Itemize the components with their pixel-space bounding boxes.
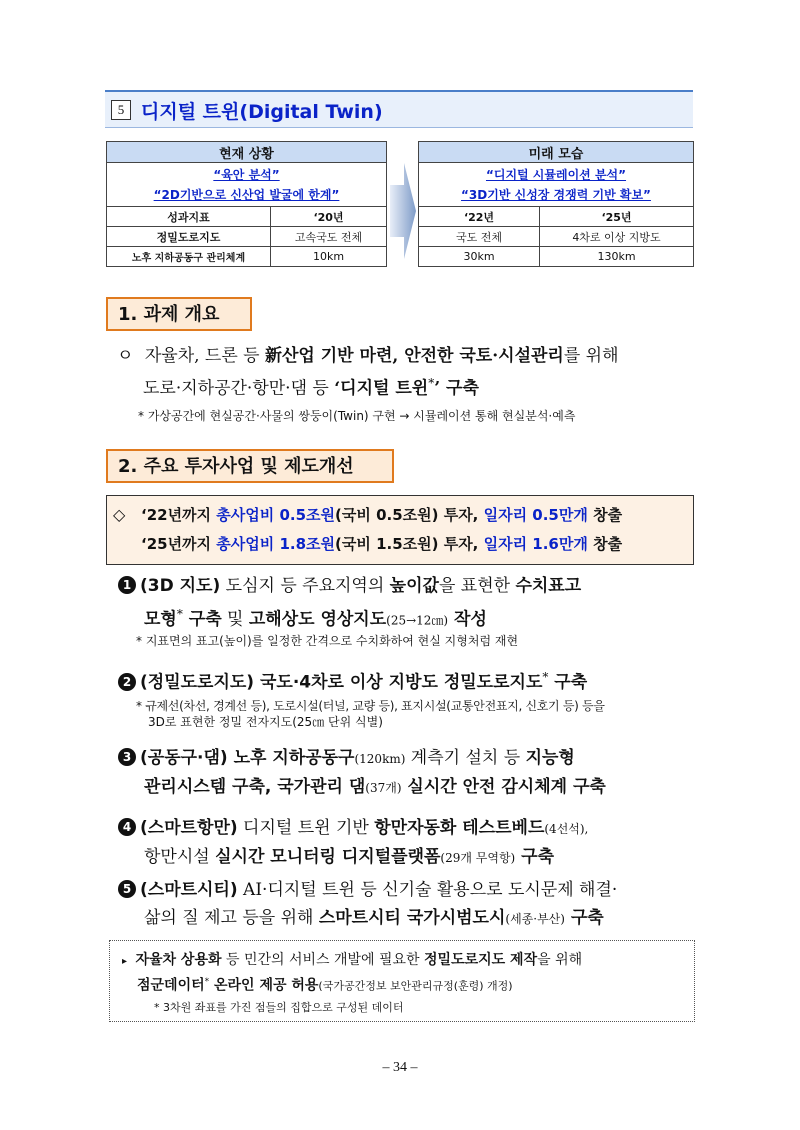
number-marker-icon: 1 (118, 576, 136, 594)
row-value-utility-tunnel-25: 130km (540, 247, 694, 267)
number-marker-icon: 3 (118, 748, 136, 766)
row-value-utility-tunnel-20: 10km (271, 247, 387, 267)
section-header (105, 90, 693, 128)
note-box-line2: 점군데이터* 온라인 제공 허용(국가공간정보 보안관리규정(훈령) 개정) (137, 977, 513, 994)
investment-line-25: ‘25년까지 총사업비 1.8조원(국비 1.5조원) 투자, 일자리 1.6만개 창출 (141, 535, 623, 553)
row-value-hd-map-22: 국도 전체 (419, 227, 540, 247)
future-line1: “디지털 시뮬레이션 분석” (485, 167, 627, 182)
list-item-smart-city: 5 (스마트시티) AI·디지털 트윈 등 신기술 활용으로 도시문제 해결· 삶의 질 제고 등을 위해 스마트시티 국가시범도시(세종·부산) 구축 (118, 876, 698, 933)
item1-footnote: * 지표면의 표고(높이)를 일정한 간격으로 수치화하여 현실 지형처럼 재현 (136, 634, 519, 648)
number-marker-icon: 5 (118, 880, 136, 898)
row-value-hd-map-20: 고속국도 전체 (271, 227, 387, 247)
future-header: 미래 모습 (419, 142, 694, 163)
investment-summary-box (106, 495, 694, 565)
current-line2: “2D기반으로 신산업 발굴에 한계” (153, 187, 340, 202)
investment-heading: 2. 주요 투자사업 및 제도개선 (106, 449, 394, 483)
triangle-bullet-icon: ▸ (122, 956, 128, 967)
section-number: 5 (111, 100, 131, 120)
note-box-line1: ▸ 자율차 상용화 등 민간의 서비스 개발에 필요한 정밀도로지도 제작을 위해 (122, 952, 583, 968)
future-line2: “3D기반 신성장 경쟁력 기반 확보” (461, 187, 651, 202)
row-value-utility-tunnel-22: 30km (419, 247, 540, 267)
list-item-3d-map: 1 (3D 지도) 도심지 등 주요지역의 높이값을 표현한 수치표고 모형* 구축 및 고해상도 영상지도(25→12㎝) 작성 (118, 572, 698, 635)
current-summary (107, 163, 387, 207)
col-year-22: ‘22년 (419, 207, 540, 227)
number-marker-icon: 4 (118, 818, 136, 836)
col-year-25: ‘25년 (540, 207, 694, 227)
overview-paragraph: ㅇ 자율차, 드론 등 新산업 기반 마련, 안전한 국토·시설관리를 위해 도로·지하공간·항만·댐 등 ‘디지털 트윈*’ 구축 (117, 346, 619, 399)
transition-arrow-icon (390, 163, 416, 259)
overview-heading: 1. 과제 개요 (106, 297, 252, 331)
overview-footnote: * 가상공간에 현실공간·사물의 쌍둥이(Twin) 구현 → 시뮬레이션 통해 현실분석·예측 (138, 409, 576, 423)
regulation-note-box (109, 940, 695, 1022)
col-year-20: ‘20년 (271, 207, 387, 227)
overview-bullet: ㅇ (117, 346, 134, 366)
section-title: 디지털 트윈(Digital Twin) (141, 101, 383, 123)
future-summary (419, 163, 694, 207)
list-item-hd-road-map: 2 (정밀도로지도) 국도·4차로 이상 지방도 정밀도로지도* 구축 (118, 663, 698, 697)
note-box-footnote: * 3차원 좌표를 가진 점들의 집합으로 구성된 데이터 (154, 1001, 404, 1014)
row-label-hd-map: 정밀도로지도 (107, 227, 271, 247)
page-number: – 34 – (382, 1060, 418, 1075)
row-label-utility-tunnel: 노후 지하공동구 관리체계 (107, 247, 271, 267)
diamond-icon: ◇ (113, 505, 126, 524)
current-status-table (106, 141, 387, 267)
row-value-hd-map-25: 4차로 이상 지방도 (540, 227, 694, 247)
list-item-utility-tunnel-dam: 3 (공동구·댐) 노후 지하공동구(120km) 계측기 설치 등 지능형 관리시스템 구축, 국가관리 댐(37개) 실시간 안전 감시체계 구축 (118, 744, 698, 802)
current-line1: “육안 분석” (213, 167, 280, 182)
number-marker-icon: 2 (118, 673, 136, 691)
item2-footnote: * 규제선(차선, 경계선 등), 도로시설(터널, 교량 등), 표지시설(교통안전표지, 신호기 등) 등을 3D로 표현한 정밀 전자지도(25㎝ 단위 식별) (136, 699, 605, 729)
current-header: 현재 상황 (107, 142, 387, 163)
investment-line-22: ‘22년까지 총사업비 0.5조원(국비 0.5조원) 투자, 일자리 0.5만개 창출 (141, 506, 623, 524)
list-item-smart-port: 4 (스마트항만) 디지털 트윈 기반 항만자동화 테스트베드(4선석), 항만시설 실시간 모니터링 디지털플랫폼(29개 무역항) 구축 (118, 814, 698, 872)
col-label: 성과지표 (107, 207, 271, 227)
future-outlook-table (418, 141, 694, 267)
